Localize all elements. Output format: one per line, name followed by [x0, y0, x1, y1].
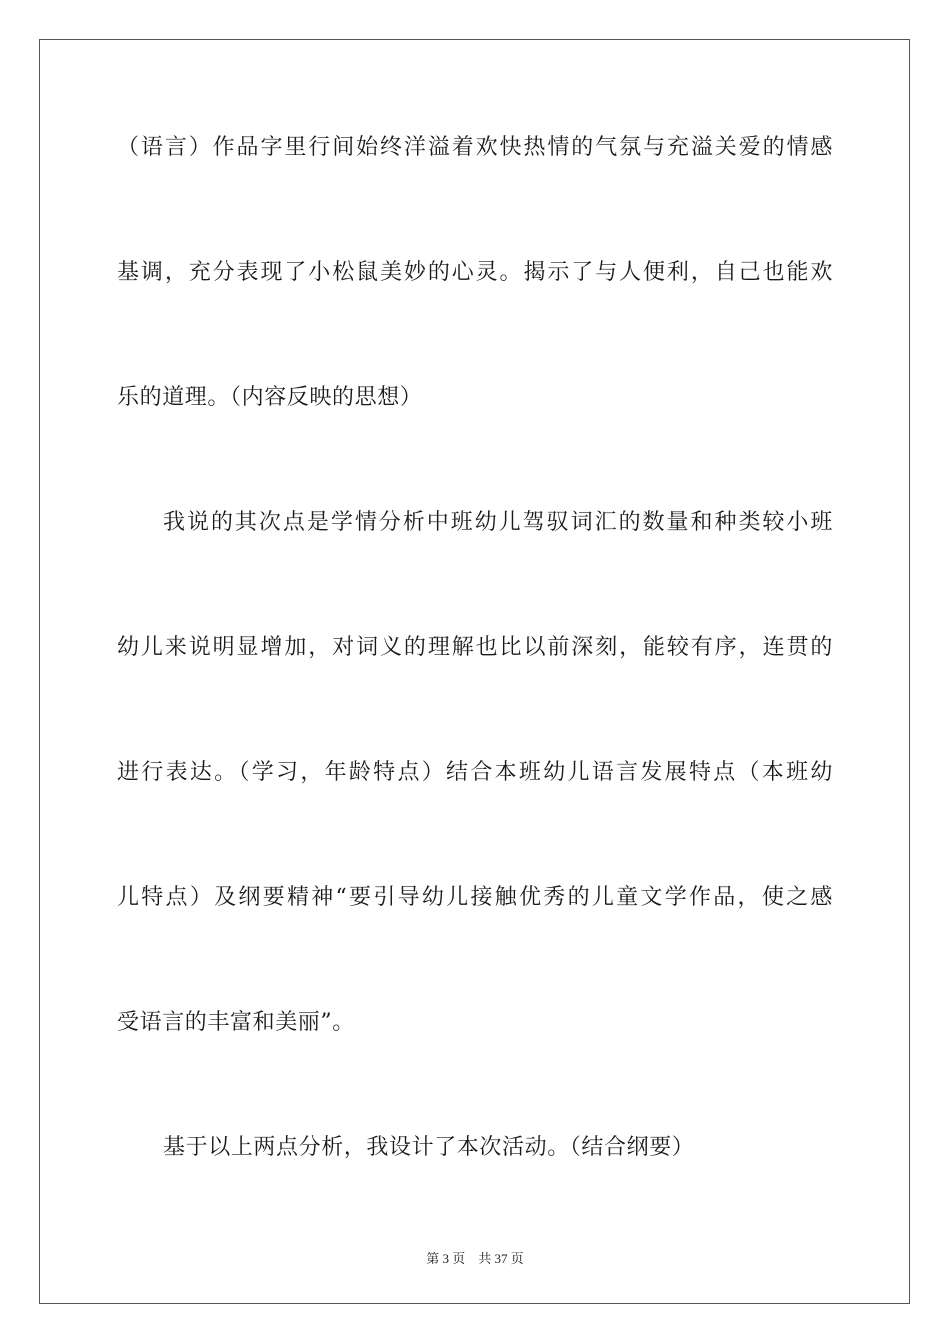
- paragraph-line: 乐的道理。（内容反映的思想）: [117, 385, 423, 410]
- paragraph-line: 我说的其次点是学情分析中班幼儿驾驭词汇的数量和种类较小班: [163, 510, 833, 535]
- paragraph-line: 儿特点）及纲要精神“要引导幼儿接触优秀的儿童文学作品，使之感: [117, 885, 833, 910]
- paragraph-line: 受语言的丰富和美丽”。: [117, 1010, 355, 1035]
- paragraph-line: 幼儿来说明显增加，对词义的理解也比以前深刻，能较有序，连贯的: [117, 635, 833, 660]
- paragraph-line: 进行表达。（学习，年龄特点）结合本班幼儿语言发展特点（本班幼: [117, 760, 833, 785]
- page-border: [39, 39, 910, 1304]
- paragraph-line: （语言）作品字里行间始终洋溢着欢快热情的气氛与充溢关爱的情感: [117, 135, 833, 160]
- paragraph-line: 基于以上两点分析，我设计了本次活动。（结合纲要）: [163, 1135, 695, 1160]
- page-number-footer: 第 3 页 共 37 页: [426, 1251, 524, 1266]
- paragraph-line: 基调，充分表现了小松鼠美妙的心灵。揭示了与人便利，自己也能欢: [117, 260, 833, 285]
